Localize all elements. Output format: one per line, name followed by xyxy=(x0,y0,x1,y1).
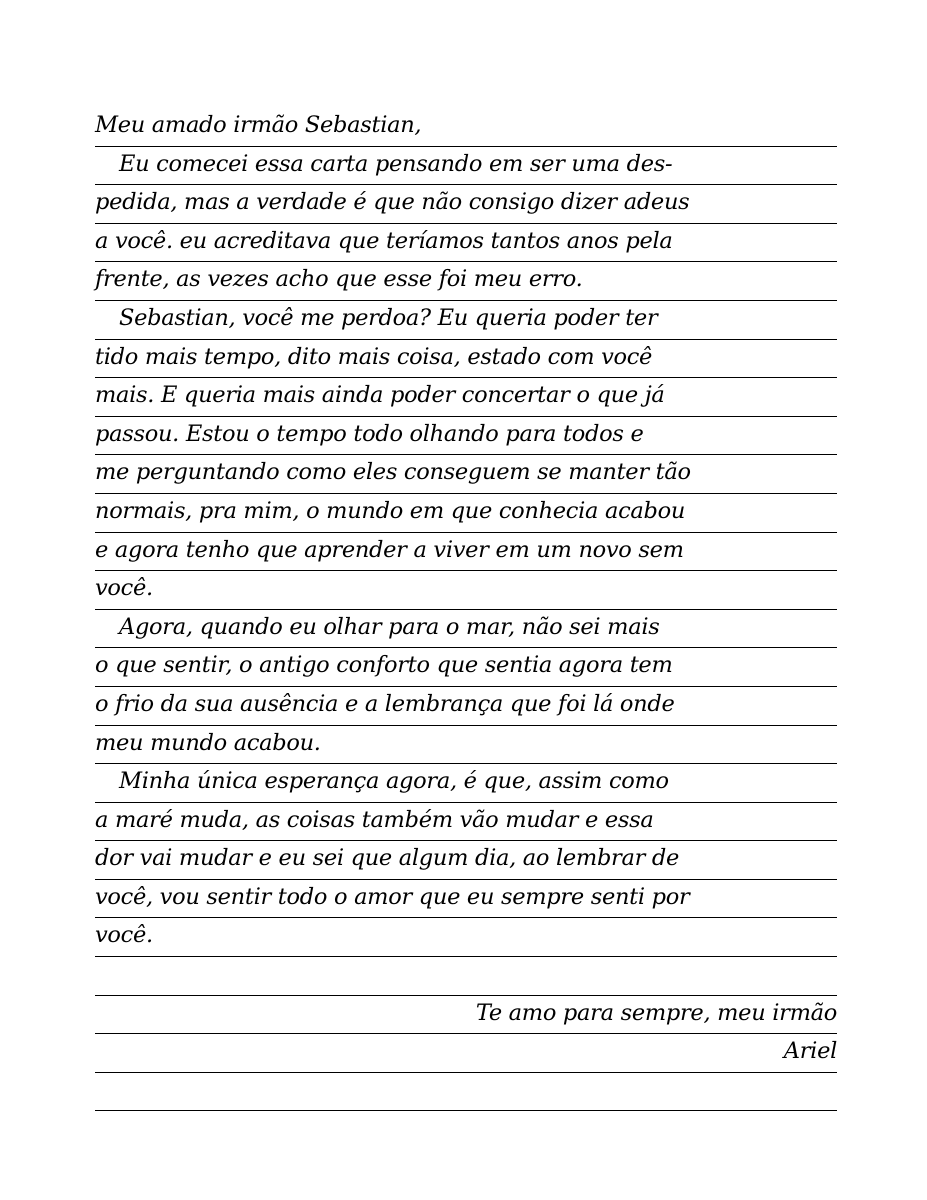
letter-text: você, vou sentir todo o amor que eu sempre senti por xyxy=(95,883,690,910)
letter-text: você. xyxy=(95,922,153,949)
greeting: Meu amado irmão Sebastian, xyxy=(95,112,422,138)
letter-text: pedida, mas a verdade é que não consigo dizer adeus xyxy=(95,189,690,216)
letter-text: o frio da sua ausência e a lembrança que foi lá onde xyxy=(95,690,675,717)
letter-line xyxy=(95,571,837,610)
letter-text: Agora, quando eu olhar para o mar, não sei mais xyxy=(119,613,660,640)
letter-text: me perguntando como eles conseguem se manter tão xyxy=(95,459,691,486)
letter-text: o que sentir, o antigo conforto que sentia agora tem xyxy=(95,652,673,679)
letter-text: dor vai mudar e eu sei que algum dia, ao lembrar de xyxy=(95,845,680,872)
letter-line xyxy=(95,417,837,456)
letter-line xyxy=(95,610,837,649)
letter-line-empty xyxy=(95,1073,837,1112)
letter-line xyxy=(95,340,837,379)
letter-text: Sebastian, você me perdoa? Eu queria poder ter xyxy=(119,304,658,331)
letter-line xyxy=(95,880,837,919)
letter-text: tido mais tempo, dito mais coisa, estado com você xyxy=(95,343,653,370)
letter-line xyxy=(95,455,837,494)
letter-line xyxy=(95,185,837,224)
letter-line xyxy=(95,378,837,417)
letter-page xyxy=(95,108,837,1111)
letter-line xyxy=(95,996,837,1035)
letter-line xyxy=(95,726,837,765)
letter-line xyxy=(95,147,837,186)
letter-line xyxy=(95,764,837,803)
letter-line xyxy=(95,648,837,687)
letter-line xyxy=(95,1034,837,1073)
letter-line xyxy=(95,108,837,147)
letter-line xyxy=(95,224,837,263)
letter-line xyxy=(95,494,837,533)
letter-text: meu mundo acabou. xyxy=(95,729,321,756)
letter-line xyxy=(95,803,837,842)
letter-text: mais. E queria mais ainda poder concertar o que já xyxy=(95,382,665,409)
signature: Ariel xyxy=(783,1038,837,1065)
letter-text: passou. Estou o tempo todo olhando para todos e xyxy=(95,420,644,447)
letter-line xyxy=(95,687,837,726)
letter-text: Eu comecei essa carta pensando em ser uma des- xyxy=(119,150,673,177)
letter-text: e agora tenho que aprender a viver em um novo sem xyxy=(95,536,684,563)
letter-text: a você. eu acreditava que teríamos tantos anos pela xyxy=(95,227,673,254)
letter-text: a maré muda, as coisas também vão mudar e essa xyxy=(95,806,654,833)
letter-text: você. xyxy=(95,575,153,602)
letter-text: normais, pra mim, o mundo em que conhecia acabou xyxy=(95,497,686,524)
letter-line xyxy=(95,262,837,301)
closing: Te amo para sempre, meu irmão xyxy=(475,999,837,1026)
letter-line xyxy=(95,301,837,340)
letter-line-empty xyxy=(95,957,837,996)
letter-line xyxy=(95,841,837,880)
letter-text: Minha única esperança agora, é que, assim como xyxy=(119,768,669,795)
letter-text: frente, as vezes acho que esse foi meu erro. xyxy=(95,266,583,293)
letter-line xyxy=(95,918,837,957)
letter-line xyxy=(95,533,837,572)
